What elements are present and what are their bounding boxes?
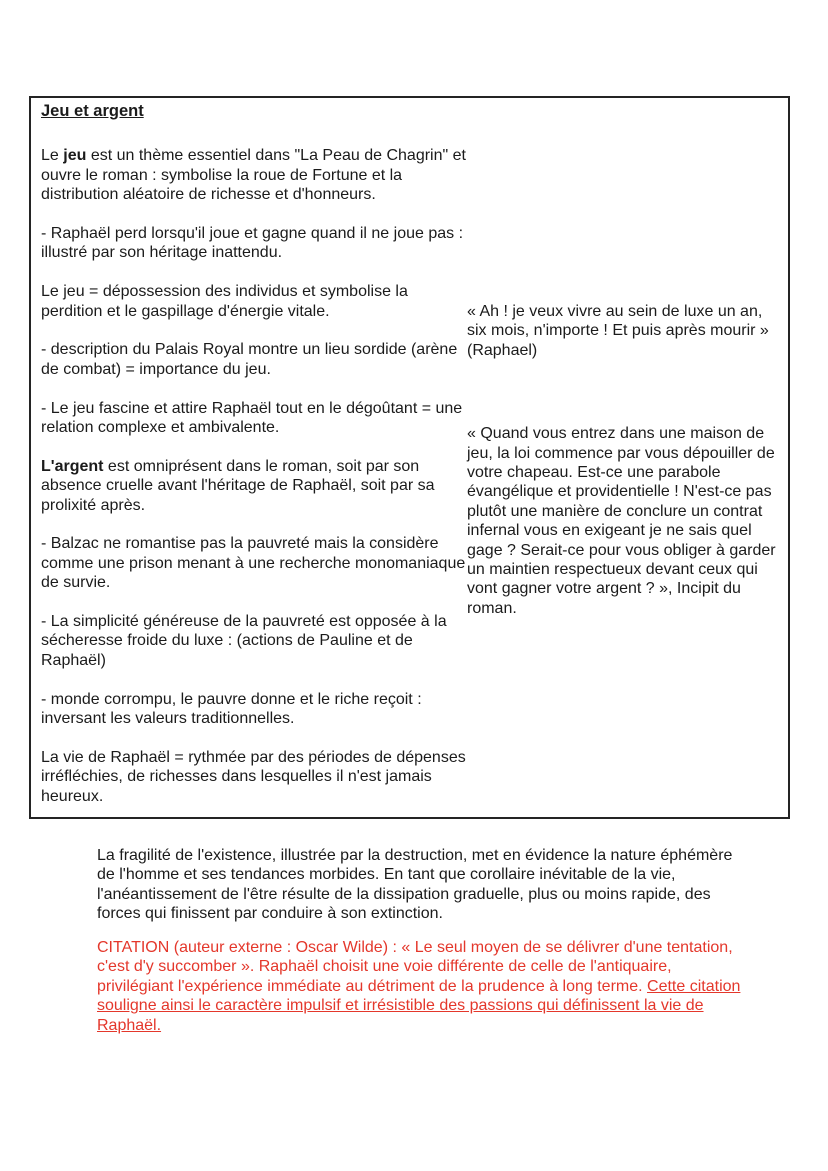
analysis-column (41, 102, 467, 817)
quote-raphael-luxe: « Ah ! je veux vivre au sein de luxe un an, six mois, n'importe ! Et puis après mourir » (Raphael) (467, 303, 769, 359)
paragraph-argent-omnipresent: L'argent est omniprésent dans le roman, soit par son absence cruelle avant l'héritage de Raphaël, soit par sa prolixité après. (41, 457, 435, 514)
paragraph-palais-royal: - description du Palais Royal montre un lieu sordide (arène de combat) = importance du jeu. (41, 341, 458, 378)
quotes-column (467, 102, 788, 817)
section-title (41, 102, 467, 121)
paragraph-vie-raphael: La vie de Raphaël = rythmée par des périodes de dépenses irréfléchies, de richesses dans lesquelles il n'est jamais heureux. (41, 748, 466, 805)
citation-text: CITATION (auteur externe : Oscar Wilde) : « Le seul moyen de se délivrer d'une tentation, c'est d'y succomber ». Raphaël choisit une voie différente de celle de l'antiquaire, privilégiant l'expérience immédiate au détriment de la prudence à long terme. (97, 939, 733, 995)
citation-oscar-wilde (97, 938, 751, 1035)
paragraph-monde-corrompu: - monde corrompu, le pauvre donne et le riche reçoit : inversant les valeurs traditionnelles. (41, 690, 422, 728)
paragraph-jeu-intro: Le jeu est un thème essentiel dans "La Peau de Chagrin" et ouvre le roman : symbolise la roue de Fortune et la distribution aléatoire de richesse et d'honneurs. (41, 147, 466, 204)
paragraph-fragilite-existence: La fragilité de l'existence, illustrée par la destruction, met en évidence la nature éphémère de l'homme et ses tendances morbides. En tant que corollaire inévitable de la vie, l'anéantissement de l'être résulte de la dissipation graduelle, plus ou moins rapide, des forces qui finissent par conduire à son extinction. (97, 847, 733, 923)
quote-incipit-maison-de-jeu: « Quand vous entrez dans une maison de jeu, la loi commence par vous dépouiller de votre chapeau. Est-ce une parabole évangélique et providentielle ! N'est-ce pas plutôt une manière de conclure un contrat infernal vous en exigeant je ne sais quel gage ? Serait-ce pour vous obliger à garder un maintien respectueux devant ceux qui vont gagner votre argent ? », Incipit du roman. (467, 425, 776, 617)
paragraph-jeu-depossession: Le jeu = dépossession des individus et symbolise la perdition et le gaspillage d'énergie vitale. (41, 283, 408, 320)
paragraph-simplicite-luxe: - La simplicité généreuse de la pauvreté est opposée à la sécheresse froide du luxe : (actions de Pauline et de Raphaël) (41, 613, 447, 669)
paragraph-jeu-fascination: - Le jeu fascine et attire Raphaël tout en le dégoûtant = une relation complexe et ambivalente. (41, 399, 463, 437)
paragraph-raphael-gains: - Raphaël perd lorsqu'il joue et gagne quand il ne joue pas : illustré par son héritage inattendu. (41, 225, 464, 262)
section-title-text: Jeu et argent (41, 102, 144, 120)
paragraph-balzac-pauvrete: - Balzac ne romantise pas la pauvreté mais la considère comme une prison menant à une recherche monomaniaque de survie. (41, 535, 466, 592)
notes-box (29, 96, 790, 819)
citation-underlined-text: Cette citation souligne ainsi le caractère impulsif et irrésistible des passions qui définissent la vie de Raphaël. (97, 977, 741, 1034)
